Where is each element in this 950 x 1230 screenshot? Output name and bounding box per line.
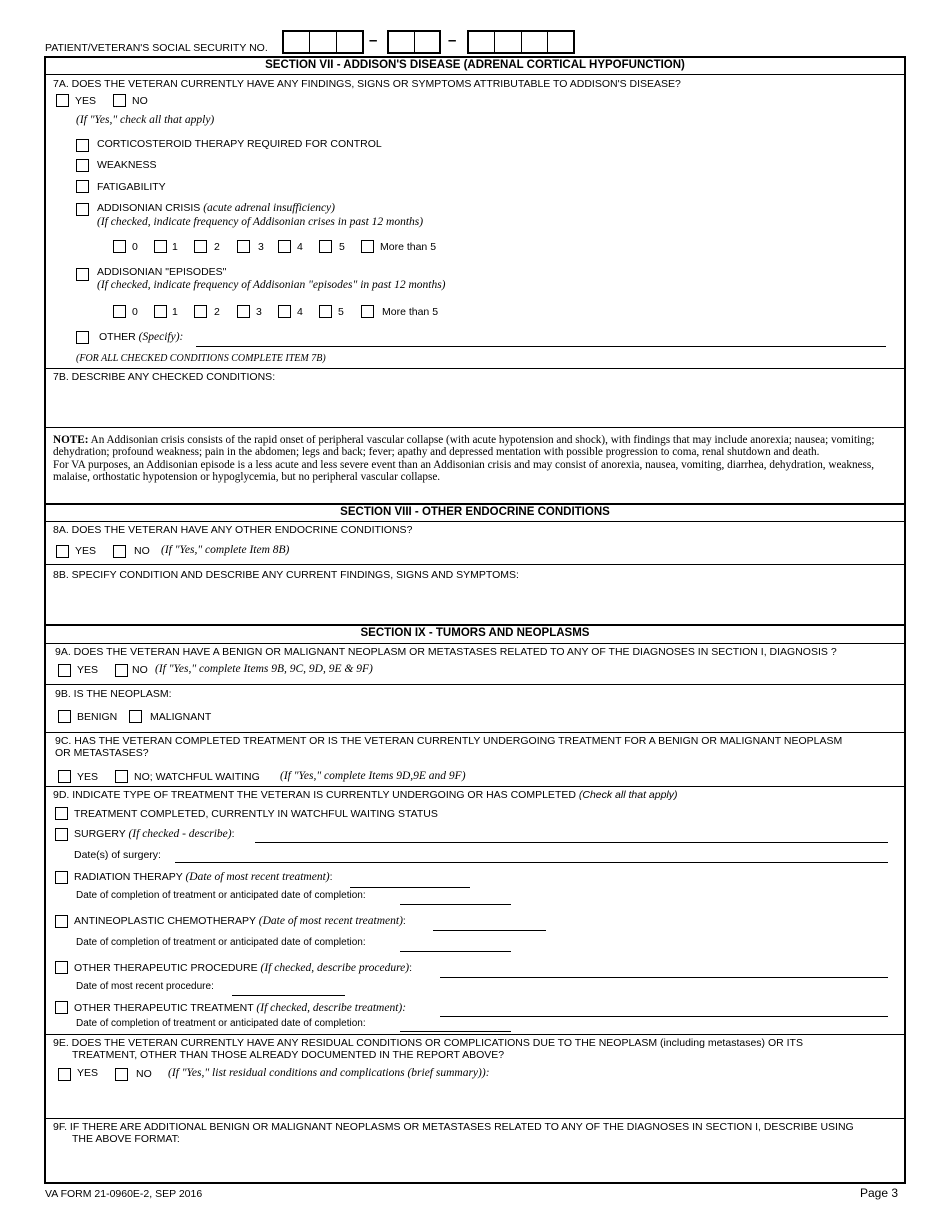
q9a-label: 9A. DOES THE VETERAN HAVE A BENIGN OR MALIGNANT NEOPLASM OR METASTASES RELATED TO ANY OF THE DIAGNOSES IN SECTION I, DIAGNOSIS ? xyxy=(55,646,837,658)
crisis-label: ADDISONIAN CRISIS (acute adrenal insufficiency) xyxy=(97,202,335,214)
fatigability-label: FATIGABILITY xyxy=(97,181,166,193)
radiation-date-input[interactable] xyxy=(350,887,470,888)
q8a-no-label: NO xyxy=(134,545,150,557)
episodes-freq-3-label: 3 xyxy=(256,306,262,318)
section-9-title: SECTION IX - TUMORS AND NEOPLASMS xyxy=(360,627,590,639)
episodes-freq-4-label: 4 xyxy=(297,306,303,318)
q9b-label: 9B. IS THE NEOPLASM: xyxy=(55,688,172,700)
episodes-checkbox[interactable] xyxy=(76,268,89,281)
page-number: Page 3 xyxy=(860,1186,899,1200)
other-label: OTHER (Specify): xyxy=(99,331,184,343)
ssn-dash-1: – xyxy=(369,32,378,49)
q7a-no-checkbox[interactable] xyxy=(113,94,126,107)
episodes-freq-0-checkbox[interactable] xyxy=(113,305,126,318)
ssn-field-part2[interactable] xyxy=(387,30,441,54)
q9c-label-line1: 9C. HAS THE VETERAN COMPLETED TREATMENT OR IS THE VETERAN CURRENTLY UNDERGOING TREATMENT FOR A BENIGN OR MALIGNANT NEOPLASM xyxy=(55,735,843,747)
q9e-label-line1: 9E. DOES THE VETERAN CURRENTLY HAVE ANY RESIDUAL CONDITIONS OR COMPLICATIONS DUE TO THE NEOPLASM (including metastases) OR ITS xyxy=(53,1037,803,1049)
malignant-checkbox[interactable] xyxy=(129,710,142,723)
corticosteroid-checkbox[interactable] xyxy=(76,139,89,152)
crisis-freq-3-checkbox[interactable] xyxy=(237,240,250,253)
dates-surgery-label: Date(s) of surgery: xyxy=(74,849,161,861)
crisis-checkbox[interactable] xyxy=(76,203,89,216)
q9c-yes-checkbox[interactable] xyxy=(58,770,71,783)
episodes-freq-more-label: More than 5 xyxy=(382,306,439,318)
episodes-label: ADDISONIAN "EPISODES" xyxy=(97,266,227,278)
q7a-instruction: (If "Yes," check all that apply) xyxy=(76,114,215,126)
section-8-title: SECTION VIII - OTHER ENDOCRINE CONDITIONS xyxy=(340,506,610,518)
crisis-freq-0-checkbox[interactable] xyxy=(113,240,126,253)
other-treatment-note: (If checked, describe treatment): xyxy=(256,1002,407,1014)
episodes-freq-1-label: 1 xyxy=(172,306,178,318)
corticosteroid-label: CORTICOSTEROID THERAPY REQUIRED FOR CONTROL xyxy=(97,138,382,150)
chemo-completion-label: Date of completion of treatment or anticipated date of completion: xyxy=(76,937,366,948)
surgery-label: SURGERY (If checked - describe): xyxy=(74,828,235,840)
q9c-yes-label: YES xyxy=(77,771,99,783)
radiation-note: (Date of most recent treatment) xyxy=(185,871,330,883)
crisis-freq-4-checkbox[interactable] xyxy=(278,240,291,253)
note-label: NOTE: xyxy=(53,434,89,446)
q8b-label: 8B. SPECIFY CONDITION AND DESCRIBE ANY CURRENT FINDINGS, SIGNS AND SYMPTOMS: xyxy=(53,569,519,581)
complete-7b-instruction: (FOR ALL CHECKED CONDITIONS COMPLETE ITEM 7B) xyxy=(76,353,326,364)
episodes-freq-5-checkbox[interactable] xyxy=(319,305,332,318)
crisis-frequency-instruction: (If checked, indicate frequency of Addisonian crises in past 12 months) xyxy=(97,216,424,228)
q8a-no-checkbox[interactable] xyxy=(113,545,126,558)
episodes-freq-2-label: 2 xyxy=(214,306,220,318)
crisis-freq-5-label: 5 xyxy=(339,241,345,253)
q9c-instruction: (If "Yes," complete Items 9D,9E and 9F) xyxy=(280,770,466,782)
radiation-label: RADIATION THERAPY (Date of most recent treatment): xyxy=(74,871,333,883)
crisis-freq-more-label: More than 5 xyxy=(380,241,437,253)
other-treatment-checkbox[interactable] xyxy=(55,1001,68,1014)
other-treatment-label: OTHER THERAPEUTIC TREATMENT (If checked, describe treatment): xyxy=(74,1002,407,1014)
other-treatment-completion-label: Date of completion of treatment or anticipated date of completion: xyxy=(76,1018,366,1029)
chemo-note: (Date of most recent treatment) xyxy=(258,915,403,927)
other-procedure-label: OTHER THERAPEUTIC PROCEDURE (If checked, describe procedure): xyxy=(74,962,412,974)
crisis-freq-0-label: 0 xyxy=(132,241,138,253)
surgery-describe-input[interactable] xyxy=(255,842,888,843)
q8b-input[interactable] xyxy=(53,584,893,622)
ssn-field-part1[interactable] xyxy=(282,30,364,54)
episodes-freq-2-checkbox[interactable] xyxy=(194,305,207,318)
q7a-label: 7A. DOES THE VETERAN CURRENTLY HAVE ANY FINDINGS, SIGNS OR SYMPTOMS ATTRIBUTABLE TO ADDISON'S DISEASE? xyxy=(53,78,681,90)
benign-checkbox[interactable] xyxy=(58,710,71,723)
other-treatment-completion-input[interactable] xyxy=(400,1031,511,1032)
other-checkbox[interactable] xyxy=(76,331,89,344)
q7a-yes-checkbox[interactable] xyxy=(56,94,69,107)
weakness-checkbox[interactable] xyxy=(76,159,89,172)
q9e-instruction: (If "Yes," list residual conditions and complications (brief summary)): xyxy=(168,1067,490,1079)
ssn-field-part3[interactable] xyxy=(467,30,575,54)
crisis-parenthetical: (acute adrenal insufficiency) xyxy=(203,202,335,214)
q8a-instruction: (If "Yes," complete Item 8B) xyxy=(161,544,290,556)
crisis-freq-1-label: 1 xyxy=(172,241,178,253)
crisis-freq-2-label: 2 xyxy=(214,241,220,253)
other-procedure-note: (If checked, describe procedure) xyxy=(260,962,410,974)
note-text-1: An Addisonian crisis consists of the rapid onset of peripheral vascular collapse (with acute hypotension and shock), with findings that may include anorexia; nausea; vomiting; dehydration; profound weakness; pain in the abdomen; legs and back; fever; apathy and depressed mentation with possible progression to coma, renal shutdown and death. xyxy=(53,434,875,459)
weakness-label: WEAKNESS xyxy=(97,159,157,171)
q7b-label: 7B. DESCRIBE ANY CHECKED CONDITIONS: xyxy=(53,371,276,383)
crisis-freq-2-checkbox[interactable] xyxy=(194,240,207,253)
ssn-label: PATIENT/VETERAN'S SOCIAL SECURITY NO. xyxy=(45,42,268,54)
episodes-freq-4-checkbox[interactable] xyxy=(278,305,291,318)
fatigability-checkbox[interactable] xyxy=(76,180,89,193)
q9e-yes-checkbox[interactable] xyxy=(58,1068,71,1081)
q9a-no-label: NO xyxy=(132,664,148,676)
chemo-checkbox[interactable] xyxy=(55,915,68,928)
q9e-yes-label: YES xyxy=(77,1067,99,1079)
q9e-no-checkbox[interactable] xyxy=(115,1068,128,1081)
crisis-freq-more-checkbox[interactable] xyxy=(361,240,374,253)
chemo-date-input[interactable] xyxy=(433,930,546,931)
q9f-input[interactable] xyxy=(53,1148,893,1180)
episodes-freq-3-checkbox[interactable] xyxy=(237,305,250,318)
q8a-yes-checkbox[interactable] xyxy=(56,545,69,558)
q9e-label-line2: TREATMENT, OTHER THAN THOSE ALREADY DOCUMENTED IN THE REPORT ABOVE? xyxy=(72,1049,505,1061)
q7b-input[interactable] xyxy=(53,386,893,424)
benign-label: BENIGN xyxy=(77,711,118,723)
radiation-checkbox[interactable] xyxy=(55,871,68,884)
episodes-frequency-instruction: (If checked, indicate frequency of Addisonian "episodes" in past 12 months) xyxy=(97,279,446,291)
q9c-label-line2: OR METASTASES? xyxy=(55,747,149,759)
q9e-input[interactable] xyxy=(53,1084,893,1116)
episodes-freq-0-label: 0 xyxy=(132,306,138,318)
recent-procedure-label: Date of most recent procedure: xyxy=(76,981,214,992)
treatment-completed-label: TREATMENT COMPLETED, CURRENTLY IN WATCHFUL WAITING STATUS xyxy=(74,808,438,820)
note-text-2: For VA purposes, an Addisonian episode is a less acute and less severe event than an Addisonian crisis and may consist of anorexia, nausea, vomiting, diarrhea, dehydration, weakness, malaise, orthostatic hypotension or hypoglycemia, but no peripheral vascular collapse. xyxy=(53,458,875,484)
q9e-no-label: NO xyxy=(136,1068,152,1080)
form-id: VA FORM 21-0960E-2, SEP 2016 xyxy=(45,1188,203,1200)
q9c-no-label: NO; WATCHFUL WAITING xyxy=(134,771,260,783)
radiation-completion-label: Date of completion of treatment or anticipated date of completion: xyxy=(76,890,366,901)
q9c-no-checkbox[interactable] xyxy=(115,770,128,783)
q9a-instruction: (If "Yes," complete Items 9B, 9C, 9D, 9E & 9F) xyxy=(155,663,373,675)
q9a-yes-checkbox[interactable] xyxy=(58,664,71,677)
q9f-label-line2: THE ABOVE FORMAT: xyxy=(72,1133,180,1145)
episodes-freq-more-checkbox[interactable] xyxy=(361,305,374,318)
treatment-completed-checkbox[interactable] xyxy=(55,807,68,820)
episodes-freq-5-label: 5 xyxy=(338,306,344,318)
crisis-freq-4-label: 4 xyxy=(297,241,303,253)
recent-procedure-input[interactable] xyxy=(232,995,345,996)
other-treatment-input[interactable] xyxy=(440,1016,888,1017)
other-specify: (Specify): xyxy=(138,331,184,343)
chemo-label: ANTINEOPLASTIC CHEMOTHERAPY (Date of most recent treatment): xyxy=(74,915,406,927)
radiation-completion-input[interactable] xyxy=(400,904,511,905)
q9a-no-checkbox[interactable] xyxy=(115,664,128,677)
dates-surgery-input[interactable] xyxy=(175,862,888,863)
other-procedure-input[interactable] xyxy=(440,977,888,978)
q7a-yes-label: YES xyxy=(75,95,97,107)
note-block xyxy=(53,434,893,484)
q8a-label: 8A. DOES THE VETERAN HAVE ANY OTHER ENDOCRINE CONDITIONS? xyxy=(53,524,413,536)
q8a-yes-label: YES xyxy=(75,545,97,557)
q7a-no-label: NO xyxy=(132,95,148,107)
q9d-check-all: (Check all that apply) xyxy=(578,789,678,801)
section-7-title: SECTION VII - ADDISON'S DISEASE (ADRENAL CORTICAL HYPOFUNCTION) xyxy=(265,59,685,71)
surgery-note: (If checked - describe) xyxy=(128,828,232,840)
q9d-label: 9D. INDICATE TYPE OF TREATMENT THE VETERAN IS CURRENTLY UNDERGOING OR HAS COMPLETED (Check all that apply) xyxy=(53,789,678,801)
other-specify-input[interactable] xyxy=(196,346,886,347)
crisis-freq-5-checkbox[interactable] xyxy=(319,240,332,253)
other-procedure-checkbox[interactable] xyxy=(55,961,68,974)
malignant-label: MALIGNANT xyxy=(150,711,212,723)
episodes-freq-1-checkbox[interactable] xyxy=(154,305,167,318)
surgery-checkbox[interactable] xyxy=(55,828,68,841)
chemo-completion-input[interactable] xyxy=(400,951,511,952)
crisis-freq-3-label: 3 xyxy=(258,241,264,253)
q9f-label-line1: 9F. IF THERE ARE ADDITIONAL BENIGN OR MALIGNANT NEOPLASMS OR METASTASES RELATED TO ANY OF THE DIAGNOSES IN SECTION I, DESCRIBE USING xyxy=(53,1121,854,1133)
ssn-dash-2: – xyxy=(448,32,457,49)
crisis-freq-1-checkbox[interactable] xyxy=(154,240,167,253)
q9a-yes-label: YES xyxy=(77,664,99,676)
